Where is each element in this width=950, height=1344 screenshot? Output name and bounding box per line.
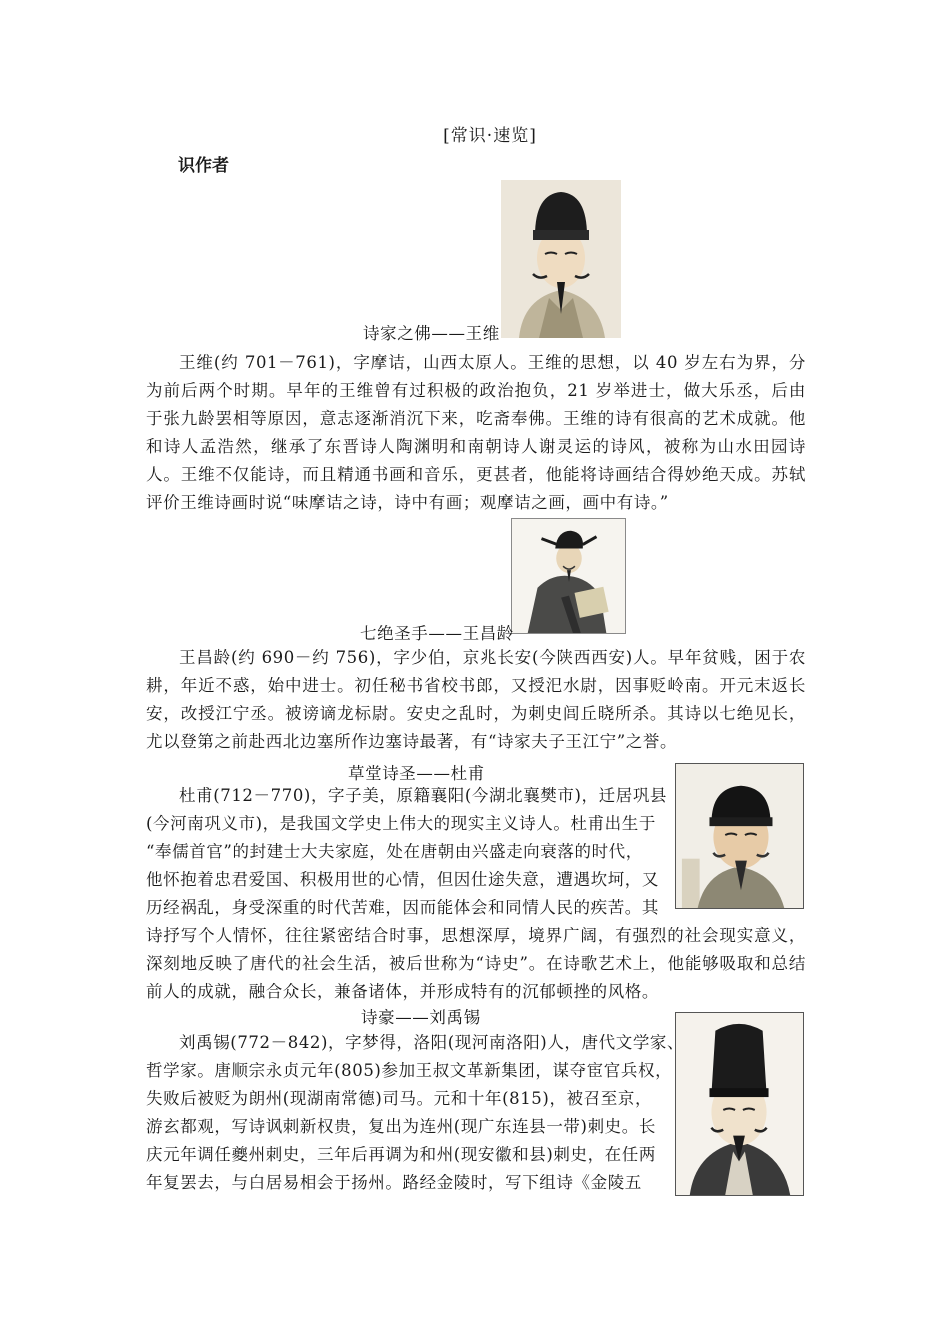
- bio-line: 年复罢去，与白居易相会于扬州。路经金陵时，写下组诗《金陵五: [146, 1173, 642, 1192]
- bio-line: 庆元年调任夔州刺史，三年后再调为和州(现安徽和县)刺史，在任两: [146, 1145, 656, 1164]
- bio-line: 他怀抱着忠君爱国、积极用世的心情，但因仕途失意，遭遇坎坷，又: [146, 870, 659, 889]
- bio-du-fu-wrapped: [146, 782, 666, 922]
- bio-du-fu-rest: 诗抒写个人情怀，往往紧密结合时事，思想深厚，境界广阔，有强烈的社会现实意义，深刻地反映了唐代的社会生活，被后世称为“诗史”。在诗歌艺术上，他能够吸取和总结前人的成就，融合众长，兼备诸体，并形成特有的沉郁顿挫的风格。: [146, 926, 806, 1001]
- bio-line: 杜甫(712－770)，字子美，原籍襄阳(今湖北襄樊市)，迁居巩县: [179, 786, 668, 805]
- bio-wang-wei: 王维(约 701－761)，字摩诘，山西太原人。王维的思想，以 40 岁左右为界，分为前后两个时期。早年的王维曾有过积极的政治抱负，21 岁举进士，做大乐丞，后由于张九龄罢相等原因，意志逐渐消沉下来，吃斋奉佛。王维的诗有很高的艺术成就。他和诗人孟浩然，继承了东晋诗人陶渊明和南朝诗人谢灵运的诗风，被称为山水田园诗人。王维不仅能诗，而且精通书画和音乐，更甚者，他能将诗画结合得妙绝天成。苏轼评价王维诗画时说“味摩诘之诗，诗中有画；观摩诘之画，画中有诗。”: [146, 353, 806, 512]
- bio-line: 刘禹锡(772－842)，字梦得，洛阳(现河南洛阳)人，唐代文学家、: [179, 1033, 685, 1052]
- caption-du-fu: 草堂诗圣——杜甫: [348, 764, 485, 783]
- portrait-wang-wei: [501, 180, 621, 338]
- section-header: [常识·速览]: [443, 126, 537, 146]
- caption-wang-changling: 七绝圣手——王昌龄: [360, 624, 514, 643]
- bio-line: 失败后被贬为朗州(现湖南常德)司马。元和十年(815)，被召至京，: [146, 1089, 653, 1108]
- bio-line: “奉儒首官”的封建士大夫家庭，处在唐朝由兴盛走向衰落的时代，: [146, 842, 643, 861]
- bio-line: 历经祸乱，身受深重的时代苦难，因而能体会和同情人民的疾苦。其: [146, 898, 659, 917]
- bio-line: 哲学家。唐顺宗永贞元年(805)参加王叔文革新集团，谋夺宦官兵权，: [146, 1061, 673, 1080]
- bio-line: (今河南巩义市)，是我国文学史上伟大的现实主义诗人。杜甫出生于: [146, 814, 656, 833]
- portrait-wang-changling: [511, 518, 626, 634]
- caption-wang-wei: 诗家之佛——王维: [363, 324, 500, 343]
- caption-liu-yuxi: 诗豪——刘禹锡: [361, 1008, 481, 1027]
- bio-wang-changling: 王昌龄(约 690－约 756)，字少伯，京兆长安(今陕西西安)人。早年贫贱，困于农耕，年近不惑，始中进士。初任秘书省校书郎，又授汜水尉，因事贬岭南。开元末返长安，改授江宁丞。被谤谪龙标尉。安史之乱时，为刺史闾丘晓所杀。其诗以七绝见长，尤以登第之前赴西北边塞所作边塞诗最著，有“诗家夫子王江宁”之誉。: [146, 648, 806, 751]
- section-title: 识作者: [178, 156, 229, 176]
- bio-line: 游玄都观，写诗讽刺新权贵，复出为连州(现广东连县一带)刺史。长: [146, 1117, 656, 1136]
- portrait-du-fu: [675, 763, 804, 909]
- bio-liu-yuxi: [146, 1029, 685, 1197]
- portrait-liu-yuxi: [675, 1012, 804, 1196]
